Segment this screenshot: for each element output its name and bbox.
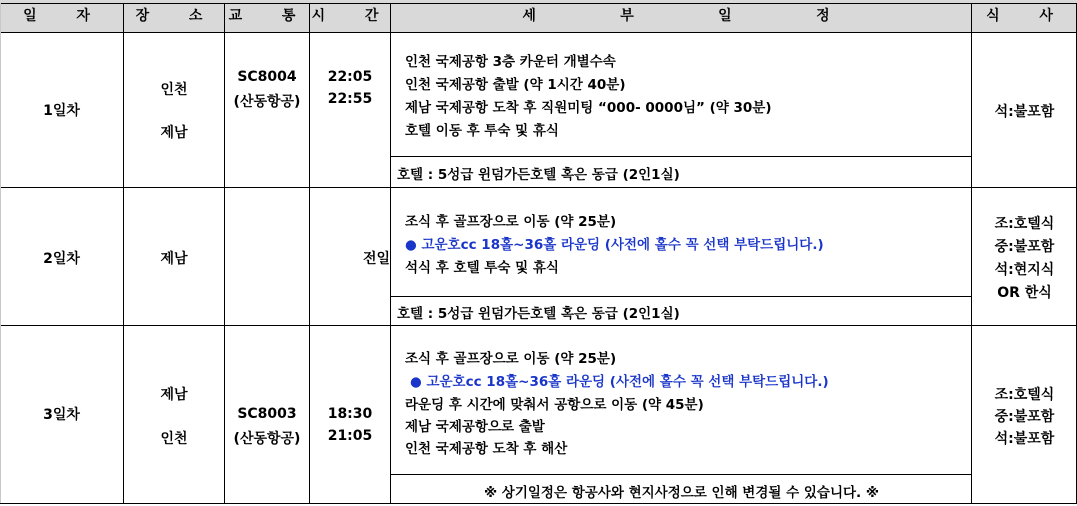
time-value: 22:05	[327, 69, 373, 85]
hotel-info: 호텔 : 5성급 윈덤가든호텔 혹은 동급 (2인1실)	[397, 167, 680, 183]
time-value: 22:55	[327, 91, 373, 107]
schedule-line: 제남 국제공항 도착 후 직원미팅 “000- 0000님” (약 30분)	[405, 100, 772, 116]
place-cell: 인천	[160, 431, 188, 447]
grid-line	[0, 187, 1077, 188]
change-notice: ※ 상기일정은 항공사와 현지사정으로 인해 변경될 수 있습니다. ※	[483, 485, 879, 501]
hotel-info: 호텔 : 5성급 윈덤가든호텔 혹은 동급 (2인1실)	[397, 306, 680, 322]
grid-line	[391, 474, 972, 475]
airline-name: (산동항공)	[233, 431, 301, 447]
schedule-line: 호텔 이동 후 투숙 및 휴식	[405, 123, 559, 139]
meal-info: 조:호텔식	[994, 216, 1055, 232]
schedule-line: 조식 후 골프장으로 이동 (약 25분)	[405, 214, 617, 230]
meal-info: 석:현지식	[994, 262, 1055, 278]
day-cell: 2일차	[43, 251, 80, 267]
grid-line	[391, 156, 972, 157]
place-cell: 제남	[160, 125, 188, 141]
meal-info: 중:불포함	[994, 239, 1055, 255]
time-value: 전일	[362, 251, 390, 267]
schedule-line: 석식 후 호텔 투숙 및 휴식	[405, 260, 559, 276]
schedule-line: 인천 국제공항 3층 카운터 개별수속	[405, 54, 616, 70]
schedule-line: 인천 국제공항 도착 후 해산	[405, 441, 568, 457]
header-time: 시 간	[311, 8, 389, 24]
schedule-line: 조식 후 골프장으로 이동 (약 25분)	[405, 351, 617, 367]
header-place: 장 소	[135, 8, 213, 24]
grid-line	[390, 3, 391, 503]
grid-line	[391, 296, 972, 297]
day-cell: 1일차	[43, 103, 80, 119]
meal-info: 석:불포함	[994, 431, 1055, 447]
schedule-line: 인천 국제공항 출발 (약 1시간 40분)	[405, 77, 626, 93]
airline-name: (산동항공)	[233, 94, 301, 110]
flight-number: SC8003	[237, 406, 297, 422]
place-cell: 인천	[160, 82, 188, 98]
schedule-line-highlight: ● 고운호cc 18홀~36홀 라운딩 (사전에 홀수 꼭 선택 부탁드립니다.)	[410, 374, 829, 390]
schedule-line: 제남 국제공항으로 출발	[405, 419, 545, 435]
header-detail: 세 부 일 정	[522, 8, 840, 24]
grid-line	[0, 3, 1077, 4]
place-cell: 제남	[160, 387, 188, 403]
header-day: 일 자	[23, 8, 100, 24]
header-meal: 식 사	[986, 8, 1063, 24]
grid-line	[0, 503, 1077, 504]
schedule-line: 라운딩 후 시간에 맞춰서 공항으로 이동 (약 45분)	[405, 397, 704, 413]
header-transport: 교 통	[228, 8, 306, 24]
time-value: 21:05	[327, 428, 373, 444]
meal-info: OR 한식	[997, 285, 1052, 301]
grid-line	[0, 325, 1077, 326]
schedule-line-highlight: ● 고운호cc 18홀~36홀 라운딩 (사전에 홀수 꼭 선택 부탁드립니다.)	[405, 237, 824, 253]
meal-info: 중:불포함	[994, 409, 1055, 425]
day-cell: 3일차	[43, 407, 80, 423]
meal-info: 조:호텔식	[994, 387, 1055, 403]
meal-info: 석:불포함	[994, 104, 1055, 120]
grid-line	[0, 32, 1077, 33]
time-value: 18:30	[327, 406, 373, 422]
place-cell: 제남	[160, 251, 188, 267]
flight-number: SC8004	[237, 69, 297, 85]
